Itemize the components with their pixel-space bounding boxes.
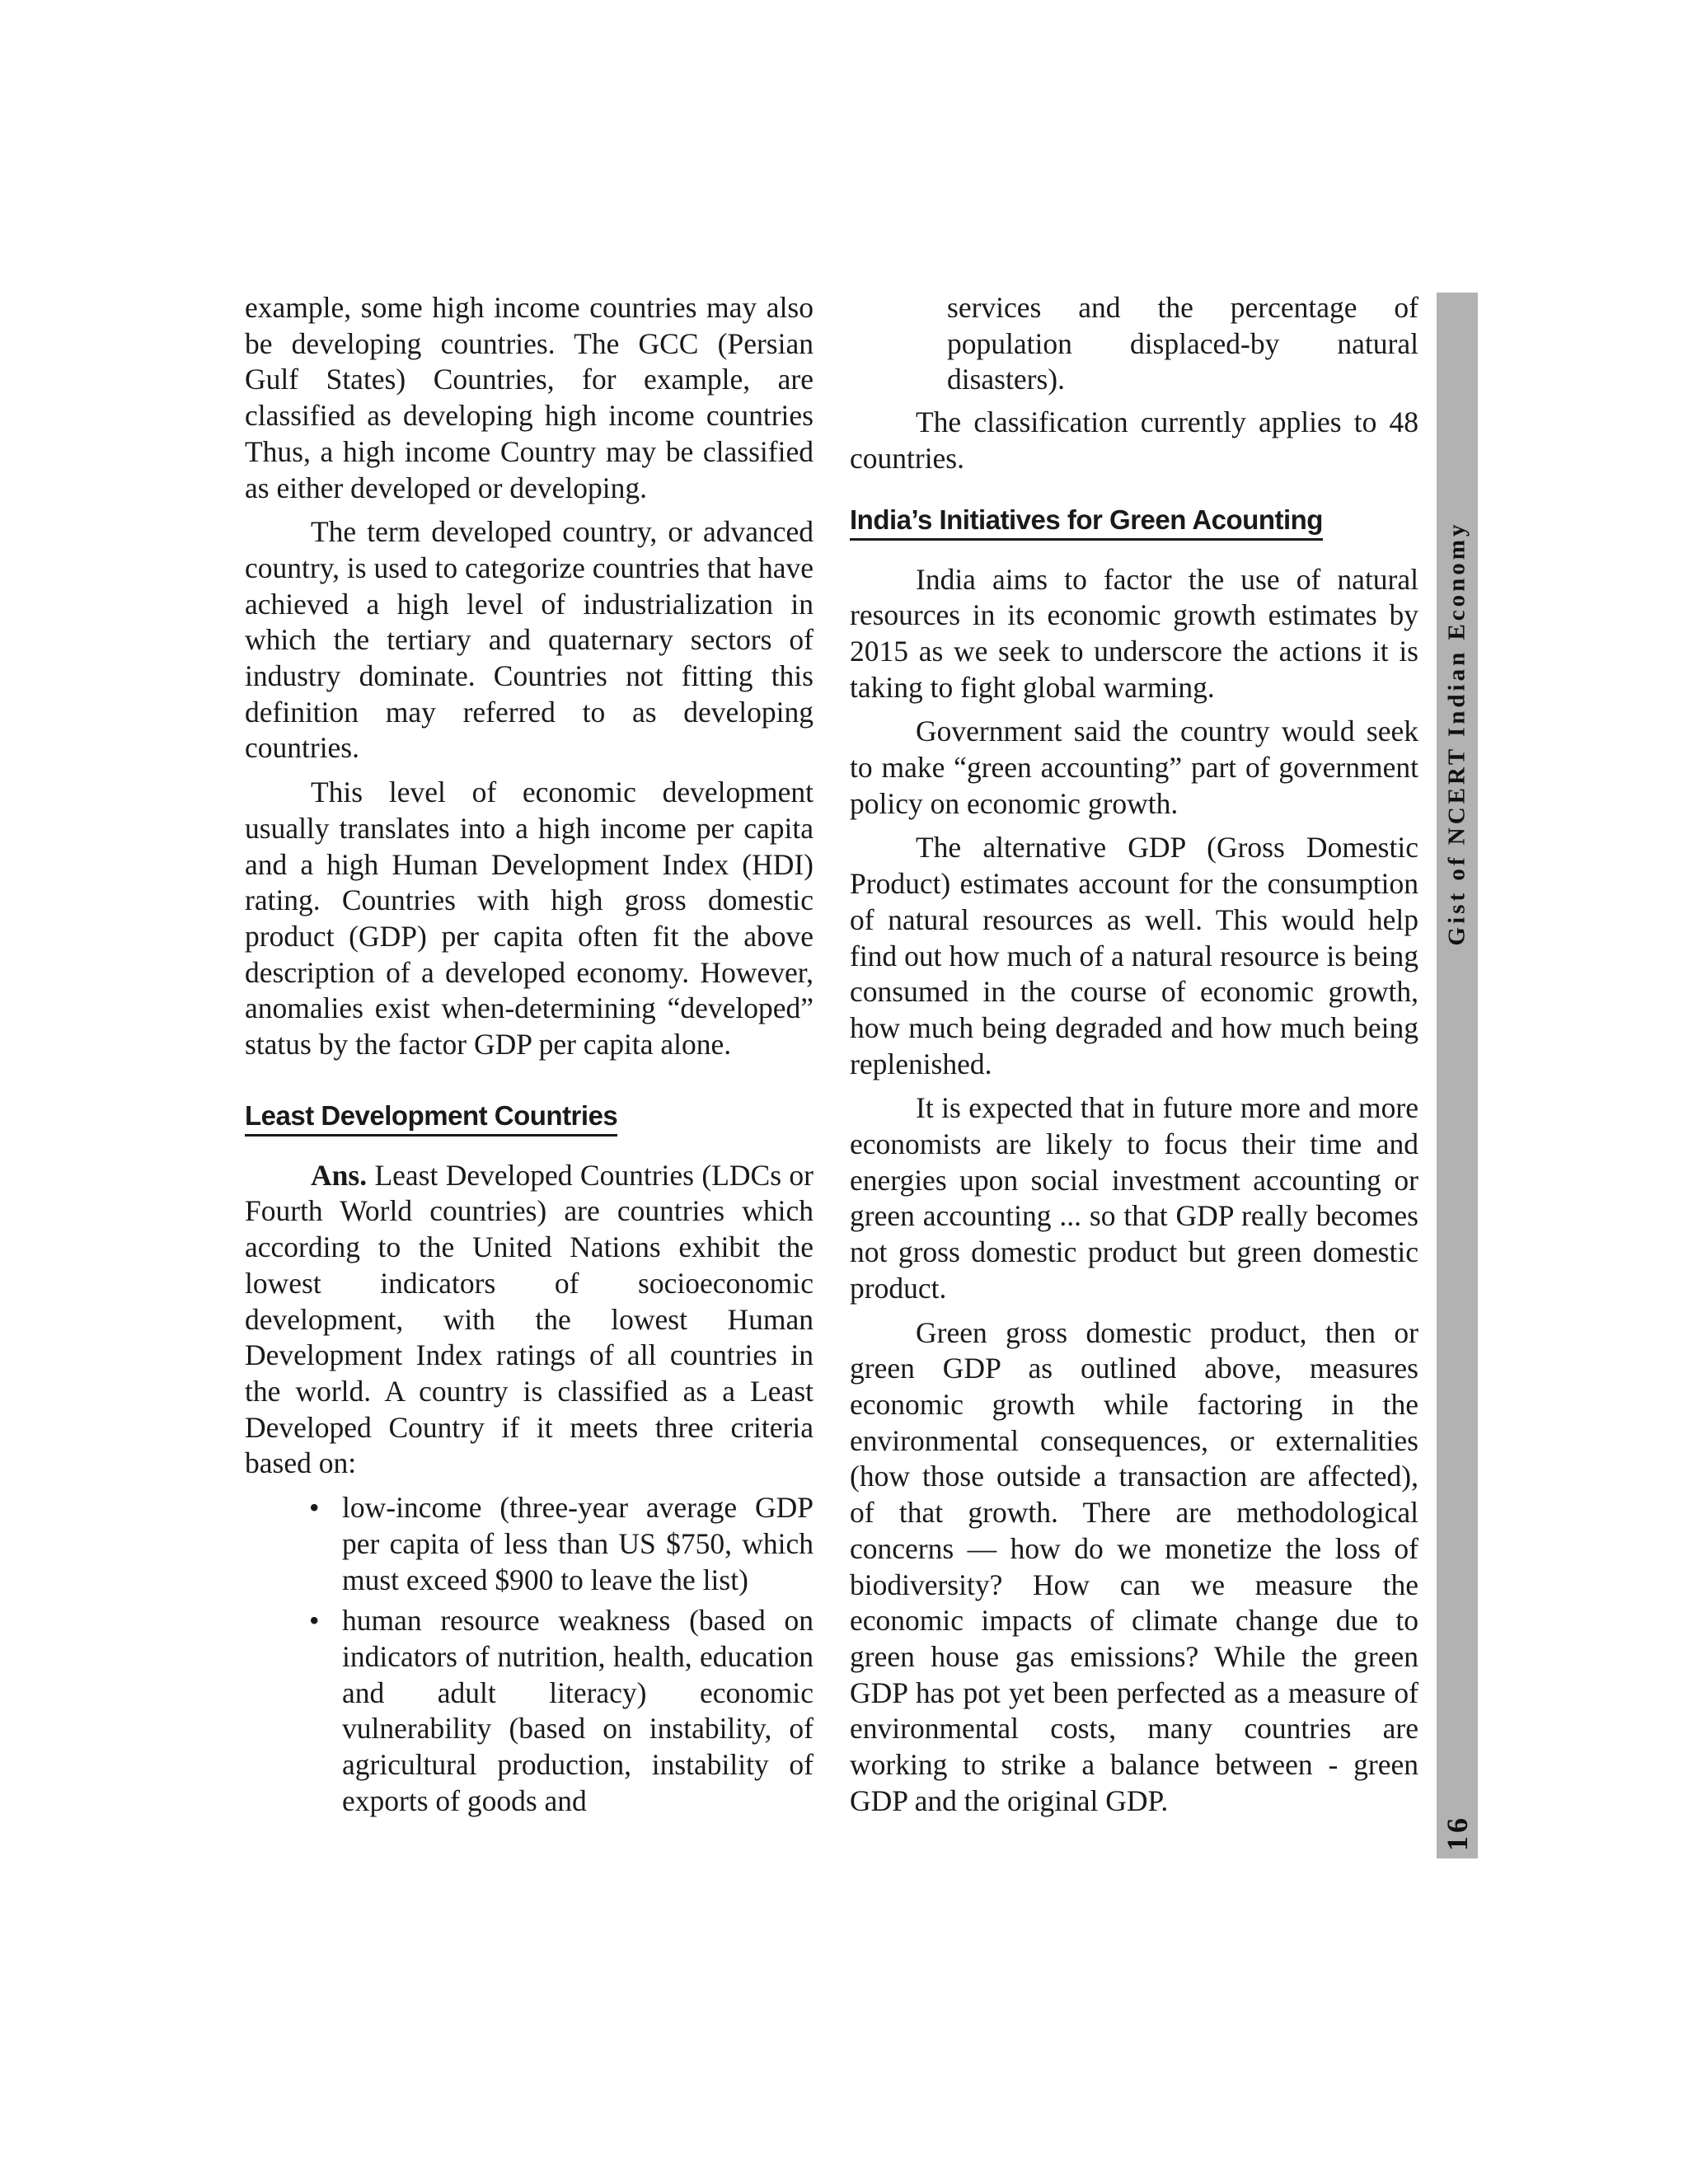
section-heading-least-developed: Least Development Countries [245, 1099, 617, 1137]
ans-label: Ans. [311, 1158, 368, 1192]
bullet-icon: • [309, 1604, 320, 1638]
list-item [309, 1603, 814, 1819]
paragraph: The classification currently applies to 48 countries. [850, 405, 1418, 475]
list-item-continuation: services and the percentage of population displaced-by natural disasters). [947, 291, 1418, 396]
list-item-text: low-income (three-year average GDP per capita of less than US $750, which must exceed $900 to leave the list) [342, 1491, 814, 1596]
paragraph: The term developed country, or advanced country, is used to categorize countries that have achieved a high level of industrialization in which the tertiary and quaternary sectors of industry dominate. Countries not fitting this definition may referred to as developing countries. [245, 515, 814, 765]
bullet-icon: • [309, 1491, 320, 1525]
paragraph: example, some high income countries may also be developing countries. The GCC (Persian Gulf States) Countries, for example, are classified as developing high income countries Thus, a high income Country may be classified as either developed or developing. [245, 291, 814, 504]
list-item [309, 1490, 814, 1598]
paragraph-ldc [245, 1158, 814, 1482]
section-heading-wrap [850, 502, 1418, 541]
right-column [850, 290, 1418, 1827]
criteria-list [245, 1490, 814, 1819]
paragraph: Government said the country would seek to make “green accounting” part of government policy on economic growth. [850, 715, 1418, 820]
paragraph: It is expected that in future more and more economists are likely to focus their time and energies upon social investment accounting or green accounting ... so that GDP really becomes not gross domestic product but green domestic product. [850, 1091, 1418, 1305]
page-number: 16 [1441, 1815, 1474, 1851]
paragraph: India aims to factor the use of natural resources in its economic growth estimates by 2015 as we seek to underscore the actions it is taking to fight global warming. [850, 562, 1418, 704]
paragraph: The alternative GDP (Gross Domestic Product) estimates account for the consumption of natural resources as well. This would help find out how much of a natural resource is being consumed in the course of economic growth, how much being degraded and how much being replenished. [850, 831, 1418, 1080]
section-heading-wrap [245, 1098, 814, 1137]
section-heading-green-accounting: India’s Initiatives for Green Acounting [850, 504, 1323, 541]
paragraph: This level of economic development usually translates into a high income per capita and a high Human Development Index (HDI) rating. Countries with high gross domestic product (GDP) per capita often fit the above description of a developed economy. However, anomalies exist when-determining “developed” status by the factor GDP per capita alone. [245, 776, 814, 1062]
left-column [245, 290, 814, 1824]
running-title: Gist of NCERT Indian Economy [1443, 521, 1470, 946]
paragraph: Green gross domestic product, then or green GDP as outlined above, measures economic growth while factoring in the environmental consequences, or externalities (how those outside a transaction are affected), of that growth. There are methodological concerns — how do we monetize the loss of biodiversity? How can we measure the economic impacts of climate change due to green house gas emissions? While the green GDP has pot yet been perfected as a measure of environmental costs, many countries are working to strike a balance between - green GDP and the original GDP. [850, 1315, 1418, 1817]
list-item-text: human resource weakness (based on indicators of nutrition, health, education and adult literacy) economic vulnerability (based on instability, of agricultural production, instability of exports of goods and [342, 1604, 814, 1817]
paragraph-ldc-text: Least Developed Countries (LDCs or Fourth World countries) are countries which according to the United Nations exhibit the lowest indicators of socioeconomic development, with the lowest Human Development Index ratings of all countries in the world. A country is classified as a Least Developed Country if it meets three criteria based on: [245, 1158, 814, 1480]
